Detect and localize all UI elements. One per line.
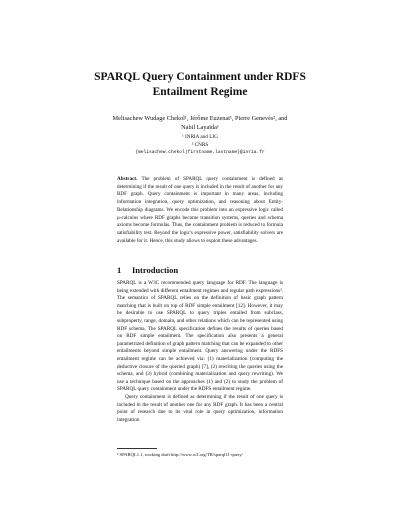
section-title: Introduction (132, 265, 179, 275)
body-text (117, 280, 283, 424)
title-line-1: SPARQL Query Containment under RDFS (94, 71, 306, 83)
paper-title (0, 70, 400, 100)
paragraph-1: SPARQL is a W3C recommended query language for RDF. The language is being extended with different entailment regimes and regular path expressions³. The semantics of SPARQL relies on the definition of basic graph pattern matching that is built on top of RDF simple entailment [12]. However, it may be desirable to use SPARQL to query triples entailed from subclass, subproperty, range, domain, and other relations which can be represented using RDF schema. The SPARQL specification defines the results of queries based on RDF simple entailment. The specification also presents a general parametrized definition of graph pattern matching that can be expanded to other entailments beyond simple entailment. Query answering under the RDFS entailment regime can be achieved via: (1) materialization (computing the deductive closure of the queried graph) [7], (2) rewriting the queries using the schema, and (3) hybrid (combining materialization and query rewriting). We use a technique based on the approaches (1) and (2) to study the problem of SPARQL query containment under the RDFS entailment regime. (117, 280, 283, 393)
abstract-label: Abstract. (117, 176, 138, 182)
affiliations (0, 134, 400, 157)
author-list (60, 115, 340, 132)
authors-line-1: Melisachew Wudage Chekol¹, Jérôme Euzenat¹, Pierre Genevès², and (112, 115, 288, 122)
footnote: ³ SPARQL1.1, working draft http://www.w3.org/TR/sparql11-query/ (117, 452, 243, 457)
section-number: 1 (117, 265, 122, 275)
paragraph-2: Query containment is defined as determining if the result of one query is included in the result of another one for any RDF graph. It has been a central point of research due to its vital role in query optimization, information integration (117, 393, 283, 423)
footnote-rule (117, 448, 157, 449)
title-line-2: Entailment Regime (152, 86, 248, 98)
section-heading (117, 265, 178, 275)
affiliation-inria: ¹ INRIA and LIG (182, 134, 218, 140)
affiliation-cnrs: ² CNRS (191, 141, 209, 148)
authors-line-2: Nabil Layaïda¹ (181, 123, 219, 131)
author-email: {melisachew.chekol|firstname.lastname}@inria.fr (135, 150, 265, 155)
abstract-text: The problem of SPARQL query containment is defined as determining if the result of one query is included in the result of another for any RDF graph. Query containment is important in many areas, including information integration, query optimization, and reasoning about Entity-Relationship diagrams. We encode this problem into an expressive logic called μ-calculus where RDF graphs become transition systems, queries and schema axioms become formulas. Thus, the containment problem is reduced to formula satisfiability test. Beyond the logic's expressive power, satisfiability solvers are available for it. Hence, this study allows to exploit these advantages. (117, 176, 283, 244)
abstract (117, 176, 283, 245)
